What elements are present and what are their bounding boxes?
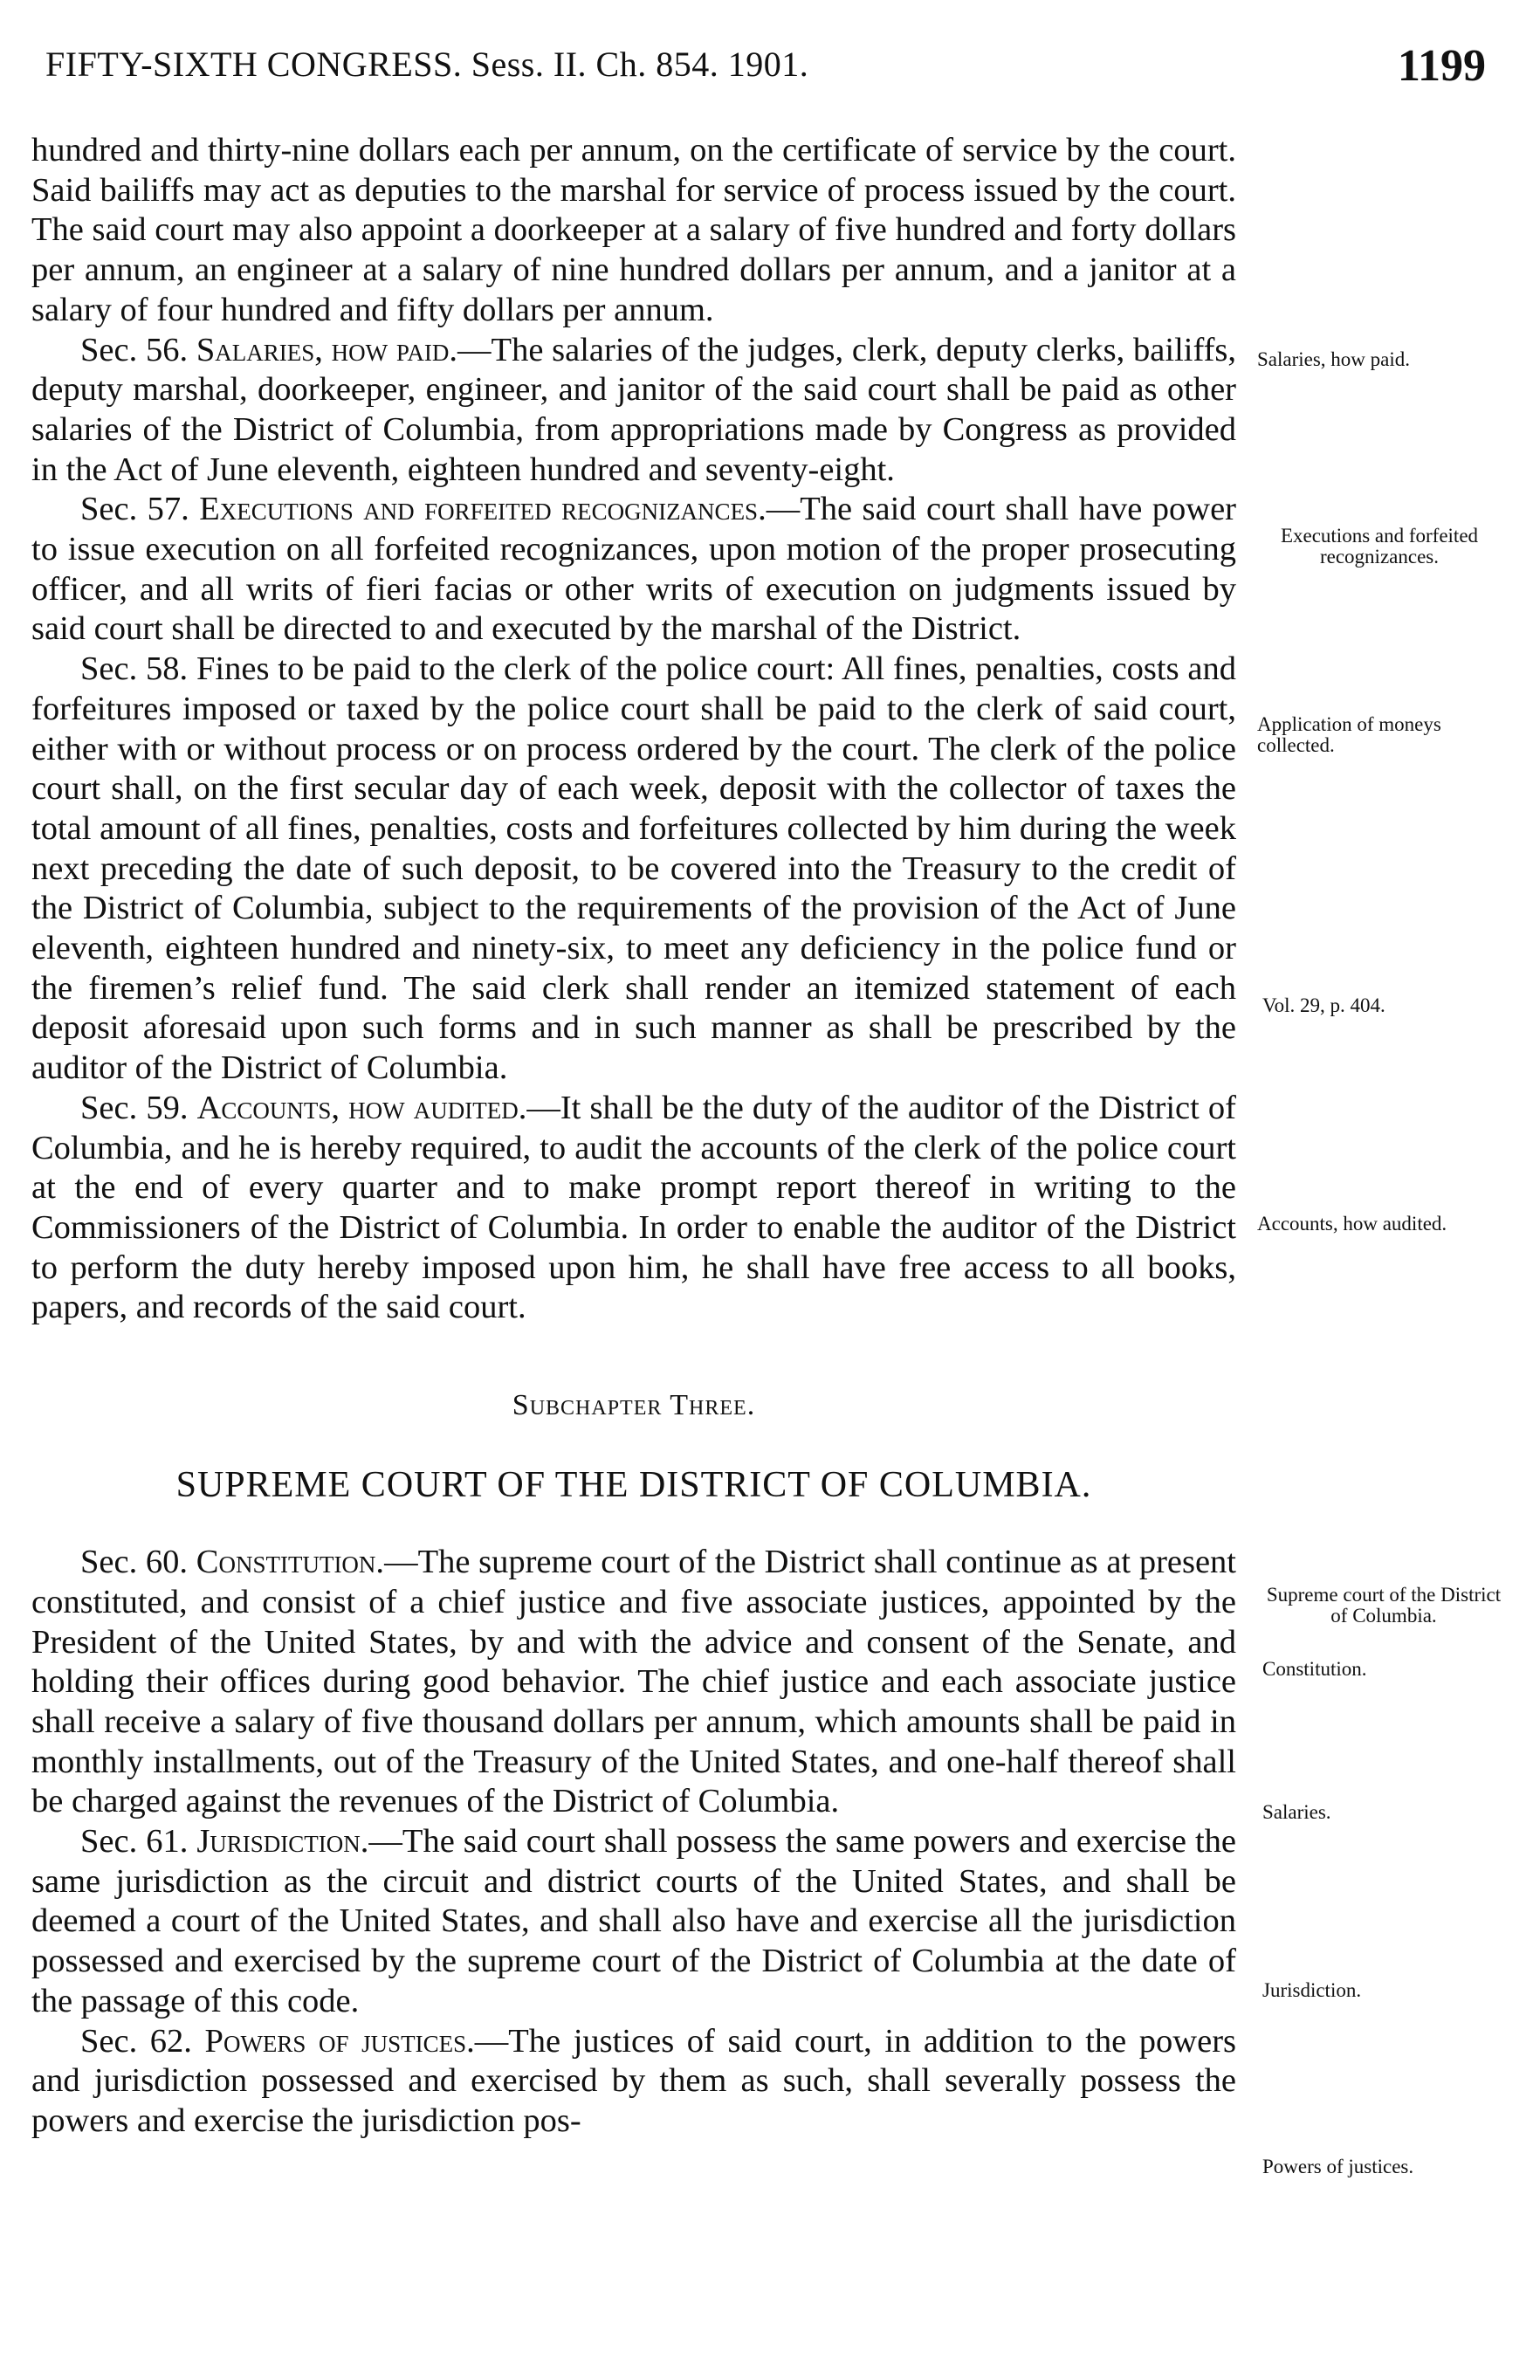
section-56 — [31, 331, 1236, 491]
margin-note-powers: Powers of justices. — [1262, 2156, 1414, 2177]
paragraph-continued: hundred and thirty-nine dollars each per annum, on the certificate of service by the court. Said bailiffs may act as deputies to the marshal for service of process issued by the court. The said court may also appoint a doorkeeper at a salary of five hundred and forty dollars per annum, an engineer at a salary of nine hundred dollars per annum, and a janitor at a salary of four hundred and fifty dollars per annum. — [31, 132, 1236, 328]
margin-note-application: Application of moneys collected. — [1257, 713, 1441, 756]
margin-note-volume-reference: Vol. 29, p. 404. — [1262, 994, 1385, 1016]
section-62 — [31, 2022, 1236, 2142]
margin-note-constitution: Constitution. — [1262, 1658, 1367, 1680]
section-body: —It shall be the duty of the auditor of the District of Columbia, and he is hereby required, to audit the accounts of the clerk of the police court at the end of every quarter and to make prompt report thereof in writing to the Commissioners of the District of Columbia. In order to enable the auditor of the District to perform the duty hereby imposed upon him, he shall have free access to all books, papers, and records of the said court. — [31, 1089, 1237, 1326]
section-60 — [31, 1543, 1236, 1822]
section-heading: Constitution. — [196, 1544, 385, 1581]
statute-text — [31, 131, 1236, 2142]
page-header — [45, 41, 1486, 105]
section-heading: Accounts, how audited. — [196, 1089, 527, 1126]
section-body: —The said court shall possess the same powers and exercise the same jurisdiction as the circuit and district courts of the United States, and shall be deemed a court of the United States, and shall also have and exercise all the jurisdiction possessed and exercised by the supreme court of the District of Columbia at the date of the passage of this code. — [31, 1823, 1236, 2019]
running-head: FIFTY-SIXTH CONGRESS. Sess. II. Ch. 854. 1901. — [45, 45, 809, 84]
section-heading: Salaries, how paid. — [196, 331, 458, 368]
page-number: 1199 — [1397, 41, 1486, 91]
section-body: —The said court shall have power to issue execution on all forfeited recognizances, upon motion of the proper prosecuting officer, and all writs of fieri facias or other writs of execution on judgments issued by said court shall be directed to and executed by the marshal of the District. — [31, 491, 1236, 648]
section-heading: Executions and forfeited recognizances. — [199, 491, 767, 528]
margin-note-executions: Executions and forfeited recognizances. — [1280, 525, 1479, 567]
section-number: Sec. 62. — [80, 2022, 192, 2060]
margin-note-salaries: Salaries. — [1262, 1801, 1331, 1823]
margin-note-jurisdiction: Jurisdiction. — [1262, 1979, 1362, 2001]
section-57 — [31, 490, 1236, 650]
section-number: Sec. 57. — [80, 491, 189, 528]
section-heading: Jurisdiction. — [196, 1823, 369, 1861]
section-number: Sec. 60. — [80, 1544, 189, 1581]
section-body: —The supreme court of the District shall continue as at present constituted, and consist of a chief justice and five associate justices, appointed by the President of the United States, by and with the advice and consent of the Senate, and holding their offices during good behavior. The chief justice and each associate justice shall receive a salary of five thousand dollars per annum, which amounts shall be paid in monthly installments, out of the Treasury of the United States, and one-half thereof shall be charged against the revenues of the District of Columbia. — [31, 1544, 1236, 1820]
margin-note-salaries-how-paid: Salaries, how paid. — [1257, 348, 1411, 370]
section-number: Sec. 58. — [80, 650, 189, 688]
section-body: —The justices of said court, in addition to the powers and jurisdiction possessed and exercised by them as such, shall severally possess the powers and exercise the jurisdiction pos- — [31, 2022, 1237, 2139]
subchapter-heading: Subchapter Three. — [512, 1389, 756, 1422]
section-heading: Powers of justices. — [204, 2022, 475, 2060]
section-59 — [31, 1089, 1236, 1328]
section-number: Sec. 61. — [80, 1823, 189, 1861]
section-body: —The salaries of the judges, clerk, deputy clerks, bailiffs, deputy marshal, doorkeeper, engineer, and janitor of the said court shall be paid as other salaries of the District of Columbia, from appropriations made by Congress as provided in the Act of June eleventh, eighteen hundred and seventy-eight. — [31, 331, 1237, 488]
court-title: SUPREME COURT OF THE DISTRICT OF COLUMBIA. — [175, 1465, 1092, 1506]
section-58 — [31, 650, 1236, 1089]
margin-note-accounts: Accounts, how audited. — [1257, 1213, 1447, 1235]
margin-note-supreme-court: Supreme court of the District of Columbia. — [1266, 1584, 1502, 1627]
section-61 — [31, 1822, 1236, 2022]
section-number: Sec. 56. — [80, 331, 189, 368]
section-body: Fines to be paid to the clerk of the police court: All fines, penalties, costs and forfeitures imposed or taxed by the police court shall be paid to the clerk of said court, either with or without process or on process ordered by the court. The clerk of the police court shall, on the first secular day of each week, deposit with the collector of taxes the total amount of all fines, penalties, costs and forfeitures collected by him during the week next preceding the date of such deposit, to be covered into the Treasury to the credit of the District of Columbia, subject to the requirements of the provision of the Act of June eleventh, eighteen hundred and ninety-six, to meet any deficiency in the police fund or the firemen’s relief fund. The said clerk shall render an itemized statement of each deposit aforesaid upon such forms and in such manner as shall be prescribed by the auditor of the District of Columbia. — [31, 650, 1236, 1087]
section-number: Sec. 59. — [80, 1089, 189, 1126]
